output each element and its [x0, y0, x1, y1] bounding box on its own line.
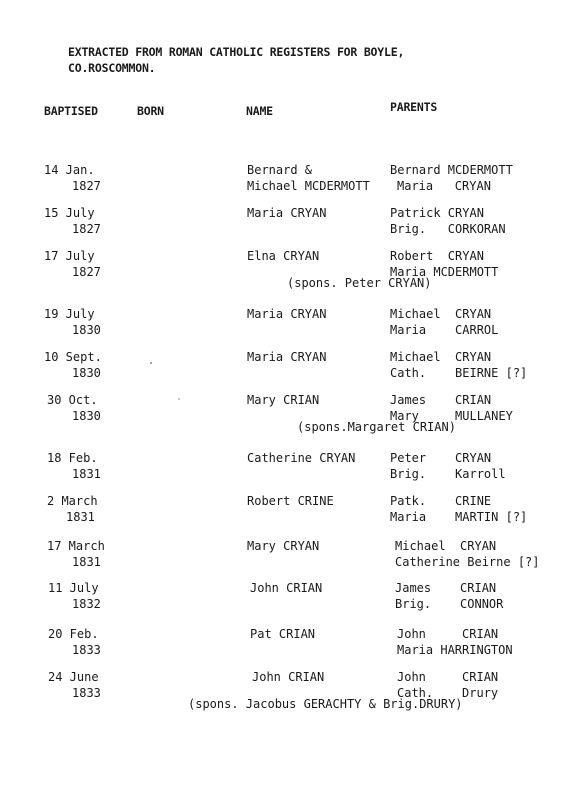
baptism-date: 20 Feb. [48, 627, 99, 641]
father-name: Michael CRYAN [395, 539, 497, 553]
register-entry [0, 493, 575, 525]
mother-name: Cath. Drury [397, 686, 499, 700]
father-name: Michael CRYAN [390, 350, 492, 364]
sponsor-note: (spons. Jacobus GERACHTY & Brig.DRURY) [188, 697, 463, 711]
baptism-date: 19 July [44, 307, 95, 321]
scan-speck [150, 362, 152, 364]
baptism-year: 1831 [72, 555, 101, 569]
baptism-date: 17 March [47, 539, 105, 553]
mother-name: Brig. Karroll [390, 467, 506, 481]
baptism-year: 1831 [66, 510, 95, 524]
child-name: Maria CRYAN [247, 350, 327, 364]
child-name: Robert CRINE [247, 494, 334, 508]
baptism-date: 2 March [47, 494, 98, 508]
sponsor-note: (spons. Peter CRYAN) [287, 276, 432, 290]
baptism-year: 1831 [72, 467, 101, 481]
child-name: John CRIAN [250, 581, 323, 595]
document-title [68, 44, 404, 76]
register-entry [0, 162, 575, 194]
register-entry [0, 626, 575, 658]
register-entry [0, 392, 575, 424]
father-name: Patk. CRINE [390, 494, 492, 508]
mother-name: Catherine Beirne [?] [395, 555, 540, 569]
child-name: Elna CRYAN [247, 249, 320, 263]
father-name: Bernard MCDERMOTT [390, 163, 513, 177]
mother-name: Maria CRYAN [397, 179, 491, 193]
mother-name: Cath. BEIRNE [?] [390, 366, 528, 380]
child-name: Mary CRIAN [247, 393, 320, 407]
baptism-date: 17 July [44, 249, 95, 263]
register-entry [0, 580, 575, 612]
header-born: BORN [137, 104, 164, 118]
child-name: John CRIAN [252, 670, 325, 684]
child-name: Catherine CRYAN [247, 451, 356, 465]
baptism-year: 1830 [72, 323, 101, 337]
child-name: Bernard & [247, 163, 313, 177]
title-line-2: CO.ROSCOMMON. [68, 61, 156, 75]
mother-name: Maria MARTIN [?] [390, 510, 528, 524]
baptism-date: 30 Oct. [47, 393, 98, 407]
header-name: NAME [246, 104, 273, 118]
child-name: Maria CRYAN [247, 307, 327, 321]
sponsor-note: (spons.Margaret CRIAN) [297, 420, 456, 434]
child-name: Maria CRYAN [247, 206, 327, 220]
child-name: Pat CRIAN [250, 627, 316, 641]
register-entry [0, 306, 575, 338]
register-entry [0, 205, 575, 237]
register-entry [0, 450, 575, 482]
mother-name: Maria CARROL [390, 323, 499, 337]
baptism-date: 18 Feb. [47, 451, 98, 465]
baptism-year: 1827 [72, 265, 101, 279]
title-line-1: EXTRACTED FROM ROMAN CATHOLIC REGISTERS FOR BOYLE, [68, 45, 405, 59]
baptism-date: 10 Sept. [44, 350, 102, 364]
baptism-date: 14 Jan. [44, 163, 95, 177]
baptism-date: 15 July [44, 206, 95, 220]
mother-name: Maria HARRINGTON [397, 643, 513, 657]
father-name: James CRIAN [390, 393, 492, 407]
child-name-line-2: Michael MCDERMOTT [247, 179, 370, 193]
mother-name: Mary MULLANEY [390, 409, 513, 423]
header-parents: PARENTS [390, 100, 438, 114]
baptism-date: 11 July [48, 581, 99, 595]
baptism-year: 1827 [72, 179, 101, 193]
father-name: John CRIAN [397, 627, 499, 641]
father-name: James CRIAN [395, 581, 497, 595]
mother-name: Brig. CONNOR [395, 597, 504, 611]
mother-name: Brig. CORKORAN [390, 222, 506, 236]
child-name: Mary CRYAN [247, 539, 320, 553]
father-name: Robert CRYAN [390, 249, 484, 263]
father-name: John CRIAN [397, 670, 499, 684]
baptism-year: 1832 [72, 597, 101, 611]
baptism-year: 1830 [72, 366, 101, 380]
header-baptised: BAPTISED [44, 104, 98, 118]
baptism-year: 1827 [72, 222, 101, 236]
register-entry [0, 538, 575, 570]
baptism-year: 1833 [72, 643, 101, 657]
father-name: Patrick CRYAN [390, 206, 484, 220]
father-name: Peter CRYAN [390, 451, 492, 465]
baptism-date: 24 June [48, 670, 99, 684]
scan-speck [178, 398, 180, 400]
register-entry [0, 349, 575, 381]
mother-name: Maria MCDERMOTT [390, 265, 499, 279]
father-name: Michael CRYAN [390, 307, 492, 321]
baptism-year: 1833 [72, 686, 101, 700]
baptism-year: 1830 [72, 409, 101, 423]
